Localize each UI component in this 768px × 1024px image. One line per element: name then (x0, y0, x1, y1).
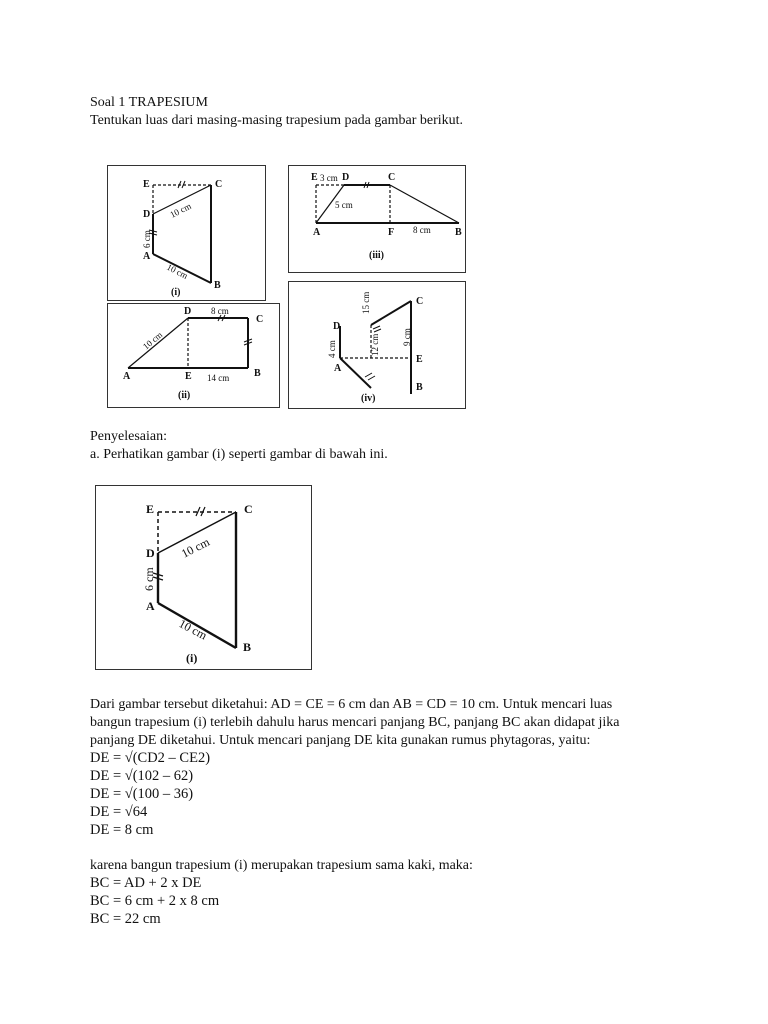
vertex-D: D (333, 321, 341, 332)
vertex-C: C (256, 314, 264, 325)
vertex-B: B (214, 280, 221, 291)
equation-line: DE = 8 cm (90, 822, 154, 838)
label-dc: 10 cm (179, 534, 212, 561)
vertex-D: D (184, 306, 192, 317)
label-eb: 14 cm (207, 373, 230, 383)
equation-line: DE = √64 (90, 804, 148, 820)
figure-caption: (iv) (361, 393, 376, 404)
label-dc: 10 cm (168, 200, 193, 220)
figure-i-diagram (108, 166, 265, 300)
figure-iii-diagram (289, 166, 465, 272)
label-ad: 6 cm (142, 230, 152, 248)
label-top: 15 cm (361, 291, 371, 314)
isosceles-note: karena bangun trapesium (i) merupakan trapesium sama kaki, maka: (90, 858, 473, 873)
bc-line: BC = 6 cm + 2 x 8 cm (90, 893, 220, 909)
page-title: Soal 1 TRAPESIUM (90, 95, 208, 110)
label-ed: 3 cm (320, 173, 338, 183)
label-ad: 4 cm (327, 340, 337, 358)
label-ab: 10 cm (165, 261, 190, 281)
vertex-E: E (146, 502, 155, 516)
vertex-E: E (311, 172, 318, 183)
equation-line: DE = √(102 – 62) (90, 768, 194, 784)
figure-caption: (ii) (178, 390, 191, 401)
known-line-1: Dari gambar tersebut diketahui: AD = CE = 6 cm dan AB = CD = 10 cm. Untuk mencari luas (90, 697, 613, 712)
equation-line: DE = √(100 – 36) (90, 786, 194, 802)
vertex-C: C (388, 172, 396, 183)
label-ad: 5 cm (335, 200, 353, 210)
figure-iv-diagram (289, 282, 465, 408)
figure-i (107, 165, 266, 301)
figure-i-large (95, 485, 312, 670)
vertex-A: A (143, 251, 151, 262)
vertex-B: B (243, 640, 252, 654)
equation-line: DE = √(CD2 – CE2) (90, 750, 211, 766)
label-ad: 6 cm (142, 567, 156, 591)
vertex-A: A (313, 227, 321, 238)
figure-i-large-diagram (96, 486, 311, 669)
label-ad: 10 cm (140, 329, 165, 352)
vertex-D: D (143, 209, 151, 220)
label-mid: 12 cm (370, 333, 380, 356)
vertex-B: B (455, 227, 462, 238)
figure-iv (288, 281, 466, 409)
label-fb: 8 cm (413, 225, 431, 235)
step-a-text: a. Perhatikan gambar (i) seperti gambar di bawah ini. (90, 447, 388, 462)
known-line-3: panjang DE diketahui. Untuk mencari panjang DE kita gunakan rumus phytagoras, yaitu: (90, 733, 591, 748)
vertex-A: A (146, 599, 155, 613)
solution-title: Penyelesaian: (90, 429, 167, 444)
vertex-A: A (334, 363, 342, 374)
vertex-D: D (146, 546, 155, 560)
label-ce: 9 cm (402, 328, 412, 346)
vertex-B: B (254, 368, 261, 379)
vertex-E: E (185, 371, 192, 382)
figure-caption: (i) (186, 651, 198, 665)
bc-line: BC = 22 cm (90, 911, 161, 927)
figure-caption: (iii) (369, 250, 384, 261)
instruction-text: Tentukan luas dari masing-masing trapesium pada gambar berikut. (90, 113, 464, 128)
known-line-2: bangun trapesium (i) terlebih dahulu harus mencari panjang BC, panjang BC akan didapat jika (90, 715, 620, 730)
vertex-A: A (123, 371, 131, 382)
vertex-C: C (244, 502, 253, 516)
figure-iii (288, 165, 466, 273)
vertex-E: E (143, 179, 150, 190)
vertex-C: C (416, 296, 424, 307)
figure-ii (107, 303, 280, 408)
vertex-F: F (388, 227, 395, 238)
label-dc: 8 cm (211, 306, 229, 316)
label-ab: 10 cm (176, 616, 210, 643)
vertex-C: C (215, 179, 223, 190)
vertex-E: E (416, 354, 423, 365)
figure-caption: (i) (171, 287, 181, 298)
bc-line: BC = AD + 2 x DE (90, 875, 202, 891)
figure-ii-diagram (108, 304, 279, 407)
vertex-B: B (416, 382, 423, 393)
vertex-D: D (342, 172, 350, 183)
